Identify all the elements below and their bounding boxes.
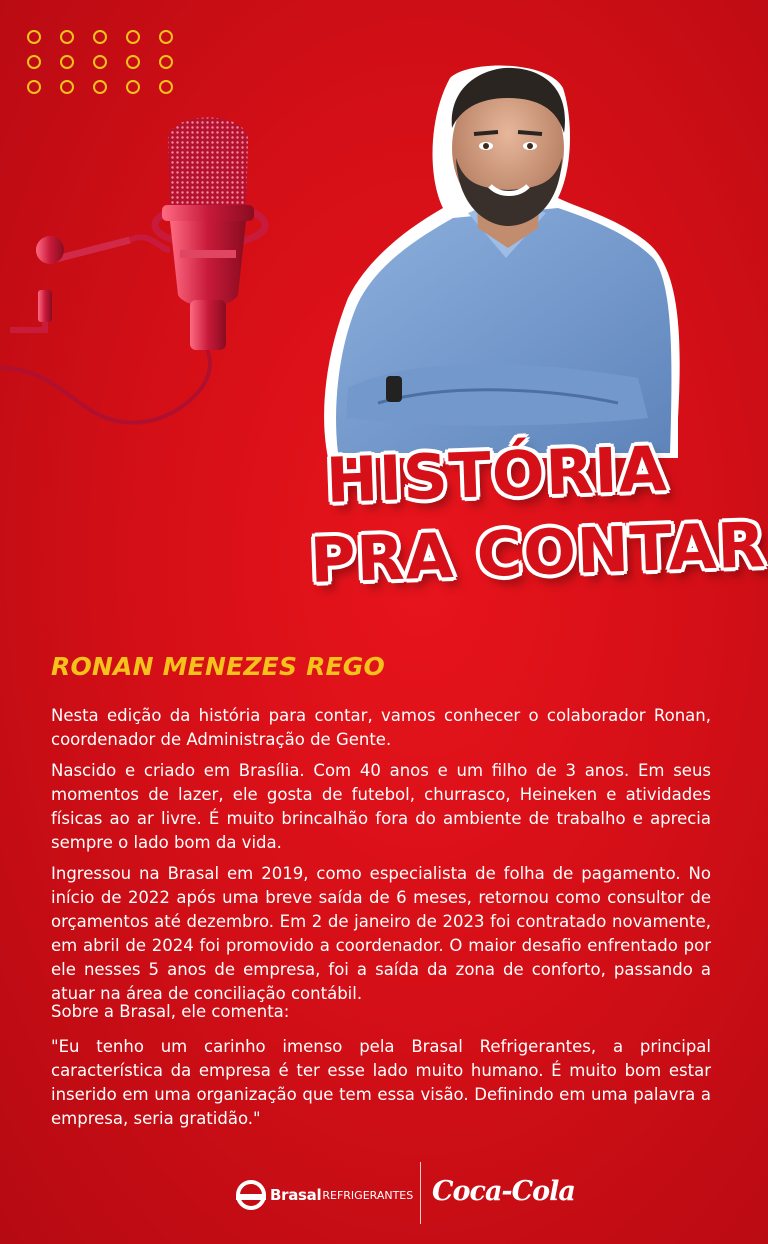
coca-cola-logo: Coca-Cola: [432, 1176, 575, 1207]
paragraph-intro: Nesta edição da história para contar, vamos conhecer o colaborador Ronan, coordenador de Administração de Gente.: [51, 706, 711, 749]
brasal-subtitle: REFRIGERANTES: [322, 1188, 414, 1202]
paragraph-quote: "Eu tenho um carinho imenso pela Brasal Refrigerantes, a principal característica da empresa é ter esse lado muito humano. É muito bom estar inserido em uma organização que tem essa visão. Definindo em uma palavra a empresa, seria gratidão.": [51, 1037, 711, 1128]
microphone-illustration: [0, 100, 320, 440]
paragraph-career: Ingressou na Brasal em 2019, como especialista de folha de pagamento. No início de 2022 após uma breve saída de 6 meses, retornou como consultor de orçamentos até dezembro. Em 2 de janeiro de 2023 foi contratado novamente, em abril de 2024 foi promovido a coordenador. O maior desafio enfrentado por ele nesses 5 anos de empresa, foi a saída da zona de conforto, passando a atuar na área de conciliação contábil.: [51, 864, 711, 1003]
footer-divider: [420, 1162, 421, 1224]
page-title: [296, 432, 768, 618]
title-line-1: HISTÓRIA: [324, 432, 669, 517]
paragraph-personal: Nascido e criado em Brasília. Com 40 anos e um filho de 3 anos. Em seus momentos de lazer, ele gosta de futebol, churrasco, Heineken e atividades físicas ao ar livre. É muito brincalhão fora do ambiente de trabalho e aprecia sempre o lado bom da vida.: [51, 761, 711, 852]
person-photo: [318, 58, 690, 478]
brasal-name: Brasal: [270, 1186, 322, 1204]
paragraph-quote-intro: Sobre a Brasal, ele comenta:: [51, 1002, 290, 1021]
brasal-logo: [236, 1180, 413, 1210]
title-line-2: PRA CONTAR: [308, 508, 768, 597]
footer-logos: [0, 1160, 768, 1230]
decorative-dots: [27, 30, 177, 94]
collaborator-name: RONAN MENEZES REGO: [51, 652, 385, 681]
brasal-logo-icon: [236, 1180, 266, 1210]
